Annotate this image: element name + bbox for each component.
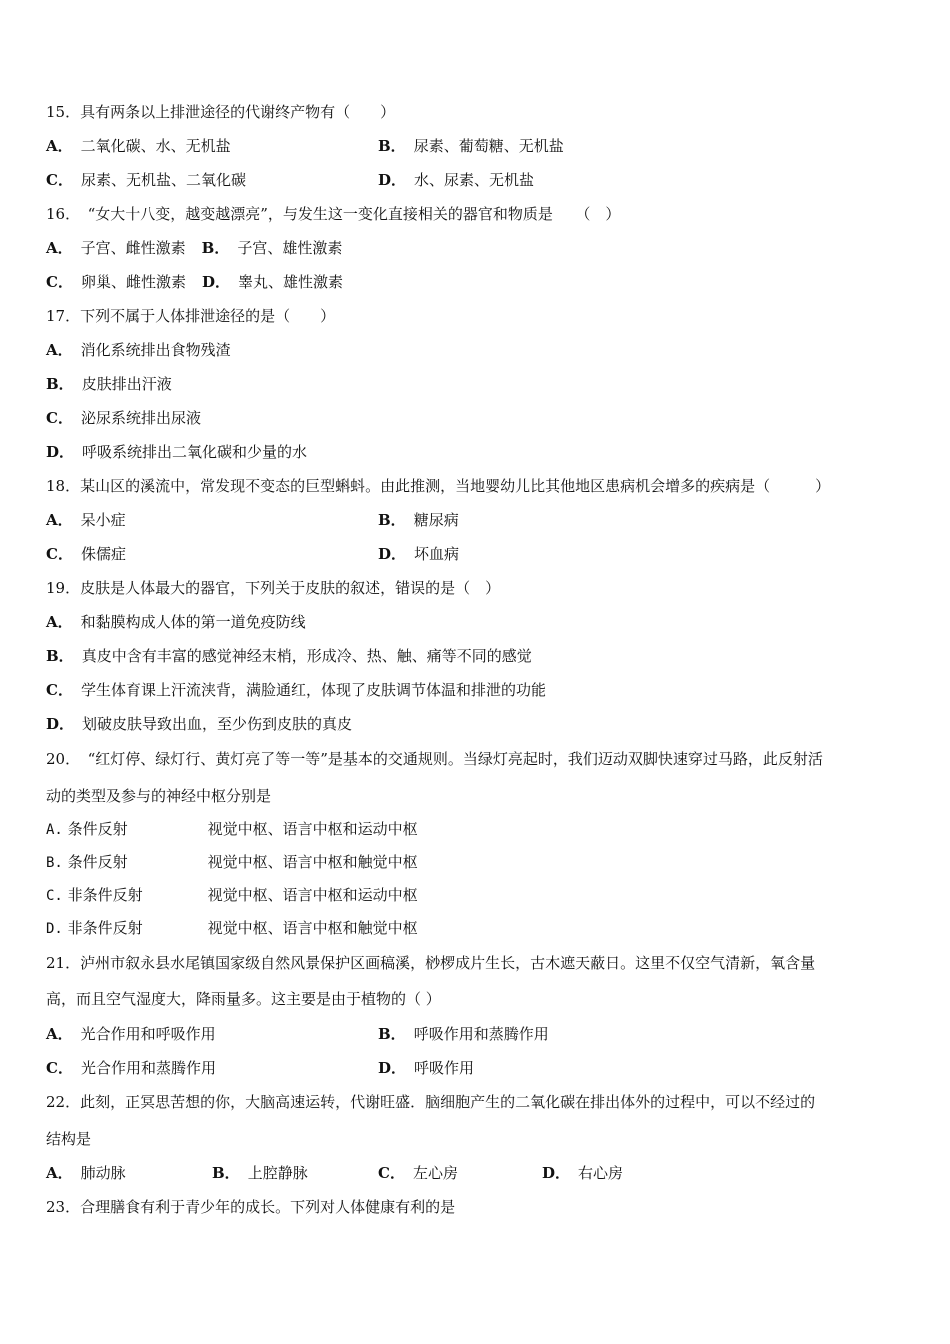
option-letter: B．: [378, 137, 406, 155]
option-letter: B．: [378, 1025, 406, 1043]
option-text: 视觉中枢、语言中枢和触觉中枢: [207, 919, 418, 937]
q22-option-b[interactable]: [212, 1163, 308, 1183]
q16-option-c[interactable]: [46, 273, 186, 291]
q19-option-d[interactable]: [46, 714, 352, 734]
question-16-stem: 16． “女大十八变，越变越漂亮”，与发生这一变化直接相关的器官和物质是 （ ）: [46, 205, 621, 223]
option-letter: D．: [201, 273, 230, 291]
option-letter: D．: [46, 443, 75, 461]
option-letter: C．: [46, 1059, 73, 1077]
option-letter: C．: [46, 681, 73, 699]
option-text: 右心房: [578, 1164, 624, 1182]
option-letter: C．: [46, 171, 73, 189]
option-letter: A．: [46, 1164, 73, 1182]
q15-option-b[interactable]: [378, 136, 564, 156]
option-reflex-type: 非条件反射: [67, 886, 143, 904]
option-text: 呼吸作用和蒸腾作用: [413, 1025, 549, 1043]
q17-option-c[interactable]: [46, 408, 201, 428]
q15-option-c[interactable]: [46, 170, 246, 190]
q15-option-d[interactable]: [378, 170, 534, 190]
question-19-stem: 19．皮肤是人体最大的器官，下列关于皮肤的叙述，错误的是（ ）: [46, 579, 501, 597]
option-text: 睾丸、雄性激素: [237, 273, 343, 291]
q18-option-b[interactable]: [378, 510, 459, 530]
option-letter: D.: [46, 921, 63, 937]
q21-option-c[interactable]: [46, 1058, 216, 1078]
question-23-stem: 23．合理膳食有利于青少年的成长。下列对人体健康有利的是: [46, 1198, 456, 1216]
question-20-stem-line-1: 20． “红灯停、绿灯行、黄灯亮了等一等”是基本的交通规则。当绿灯亮起时，我们迈动双脚快速穿过马路，此反射活: [46, 750, 823, 768]
q20-option-d[interactable]: [46, 918, 418, 938]
q16-options-cd: [46, 272, 343, 292]
option-letter: C．: [378, 1164, 405, 1182]
option-text: 真皮中含有丰富的感觉神经末梢，形成冷、热、触、痛等不同的感觉: [81, 647, 532, 665]
option-text: 二氧化碳、水、无机盐: [80, 137, 231, 155]
option-text: 水、尿素、无机盐: [414, 171, 535, 189]
option-text: 左心房: [412, 1164, 458, 1182]
option-letter: D．: [378, 545, 407, 563]
q18-option-d[interactable]: [378, 544, 459, 564]
option-text: 视觉中枢、语言中枢和触觉中枢: [207, 853, 418, 871]
option-text: 视觉中枢、语言中枢和运动中枢: [207, 886, 418, 904]
option-text: 糖尿病: [413, 511, 459, 529]
option-text: 坏血病: [414, 545, 460, 563]
q16-option-b[interactable]: [202, 239, 343, 257]
option-letter: C.: [46, 888, 63, 904]
option-text: 光合作用和呼吸作用: [80, 1025, 216, 1043]
option-letter: A．: [46, 511, 73, 529]
q17-option-d[interactable]: [46, 442, 307, 462]
option-text: 子宫、雌性激素: [80, 239, 186, 257]
option-letter: D．: [378, 1059, 407, 1077]
q20-option-c[interactable]: [46, 885, 418, 905]
q18-option-c[interactable]: [46, 544, 126, 564]
q21-option-b[interactable]: [378, 1024, 549, 1044]
q16-option-a[interactable]: [46, 239, 186, 257]
option-letter: B．: [46, 375, 74, 393]
option-letter: D．: [542, 1164, 571, 1182]
option-letter: C．: [46, 273, 73, 291]
option-text: 划破皮肤导致出血，至少伤到皮肤的真皮: [82, 715, 353, 733]
option-letter: A．: [46, 137, 73, 155]
q19-option-c[interactable]: [46, 680, 546, 700]
q19-option-a[interactable]: [46, 612, 306, 632]
option-reflex-type: 条件反射: [67, 853, 128, 871]
q17-option-a[interactable]: [46, 340, 231, 360]
option-text: 呼吸作用: [414, 1059, 475, 1077]
option-text: 视觉中枢、语言中枢和运动中枢: [207, 820, 418, 838]
option-letter: C．: [46, 545, 73, 563]
option-letter: A.: [46, 822, 63, 838]
q22-option-a[interactable]: [46, 1163, 126, 1183]
question-15-stem: 15．具有两条以上排泄途径的代谢终产物有（ ）: [46, 103, 396, 121]
option-text: 和黏膜构成人体的第一道免疫防线: [80, 613, 306, 631]
question-21-stem-line-1: 21．泸州市叙永县水尾镇国家级自然风景保护区画稿溪，桫椤成片生长，古木遮天蔽日。这里不仅空气清新，氧含量: [46, 954, 816, 972]
option-letter: A．: [46, 613, 73, 631]
option-reflex-type: 非条件反射: [67, 919, 143, 937]
q21-option-a[interactable]: [46, 1024, 216, 1044]
option-letter: B．: [378, 511, 406, 529]
option-text: 皮肤排出汗液: [81, 375, 172, 393]
option-letter: C．: [46, 409, 73, 427]
option-text: 呼吸系统排出二氧化碳和少量的水: [82, 443, 308, 461]
option-letter: B．: [201, 239, 230, 257]
option-letter: A．: [46, 239, 73, 257]
option-text: 上腔静脉: [247, 1164, 308, 1182]
question-21-stem-line-2: 高，而且空气湿度大，降雨量多。这主要是由于植物的（ ）: [46, 990, 441, 1008]
option-letter: D．: [378, 171, 407, 189]
option-text: 子宫、雄性激素: [237, 239, 343, 257]
option-text: 卵巢、雌性激素: [80, 273, 186, 291]
option-text: 肺动脉: [80, 1164, 126, 1182]
q15-option-a[interactable]: [46, 136, 231, 156]
option-letter: D．: [46, 715, 75, 733]
option-letter: A．: [46, 1025, 73, 1043]
option-letter: A．: [46, 341, 73, 359]
q16-options-ab: [46, 238, 342, 258]
question-20-stem-line-2: 动的类型及参与的神经中枢分别是: [46, 787, 272, 805]
q22-option-d[interactable]: [542, 1163, 623, 1183]
q20-option-b[interactable]: [46, 852, 418, 872]
option-text: 尿素、无机盐、二氧化碳: [80, 171, 246, 189]
question-17-stem: 17．下列不属于人体排泄途径的是（ ）: [46, 307, 336, 325]
option-letter: B.: [46, 855, 63, 871]
option-text: 光合作用和蒸腾作用: [80, 1059, 216, 1077]
option-text: 尿素、葡萄糖、无机盐: [413, 137, 564, 155]
q19-option-b[interactable]: [46, 646, 532, 666]
question-18-stem: 18．某山区的溪流中，常发现不变态的巨型蝌蚪。由此推测，当地婴幼儿比其他地区患病机会增多的疾病是（ ）: [46, 477, 831, 495]
q18-option-a[interactable]: [46, 510, 126, 530]
option-text: 泌尿系统排出尿液: [80, 409, 201, 427]
option-letter: B．: [212, 1164, 240, 1182]
option-text: 呆小症: [80, 511, 126, 529]
option-text: 消化系统排出食物残渣: [80, 341, 231, 359]
q17-option-b[interactable]: [46, 374, 172, 394]
q16-option-d[interactable]: [202, 273, 343, 291]
question-22-stem-line-1: 22．此刻，正冥思苦想的你，大脑高速运转，代谢旺盛．脑细胞产生的二氧化碳在排出体外的过程中，可以不经过的: [46, 1093, 816, 1111]
q21-option-d[interactable]: [378, 1058, 474, 1078]
option-reflex-type: 条件反射: [67, 820, 128, 838]
option-text: 侏儒症: [80, 545, 126, 563]
q22-option-c[interactable]: [378, 1163, 458, 1183]
option-letter: B．: [46, 647, 74, 665]
option-text: 学生体育课上汗流浃背，满脸通红，体现了皮肤调节体温和排泄的功能: [80, 681, 546, 699]
q20-option-a[interactable]: [46, 819, 418, 839]
question-22-stem-line-2: 结构是: [46, 1130, 92, 1148]
